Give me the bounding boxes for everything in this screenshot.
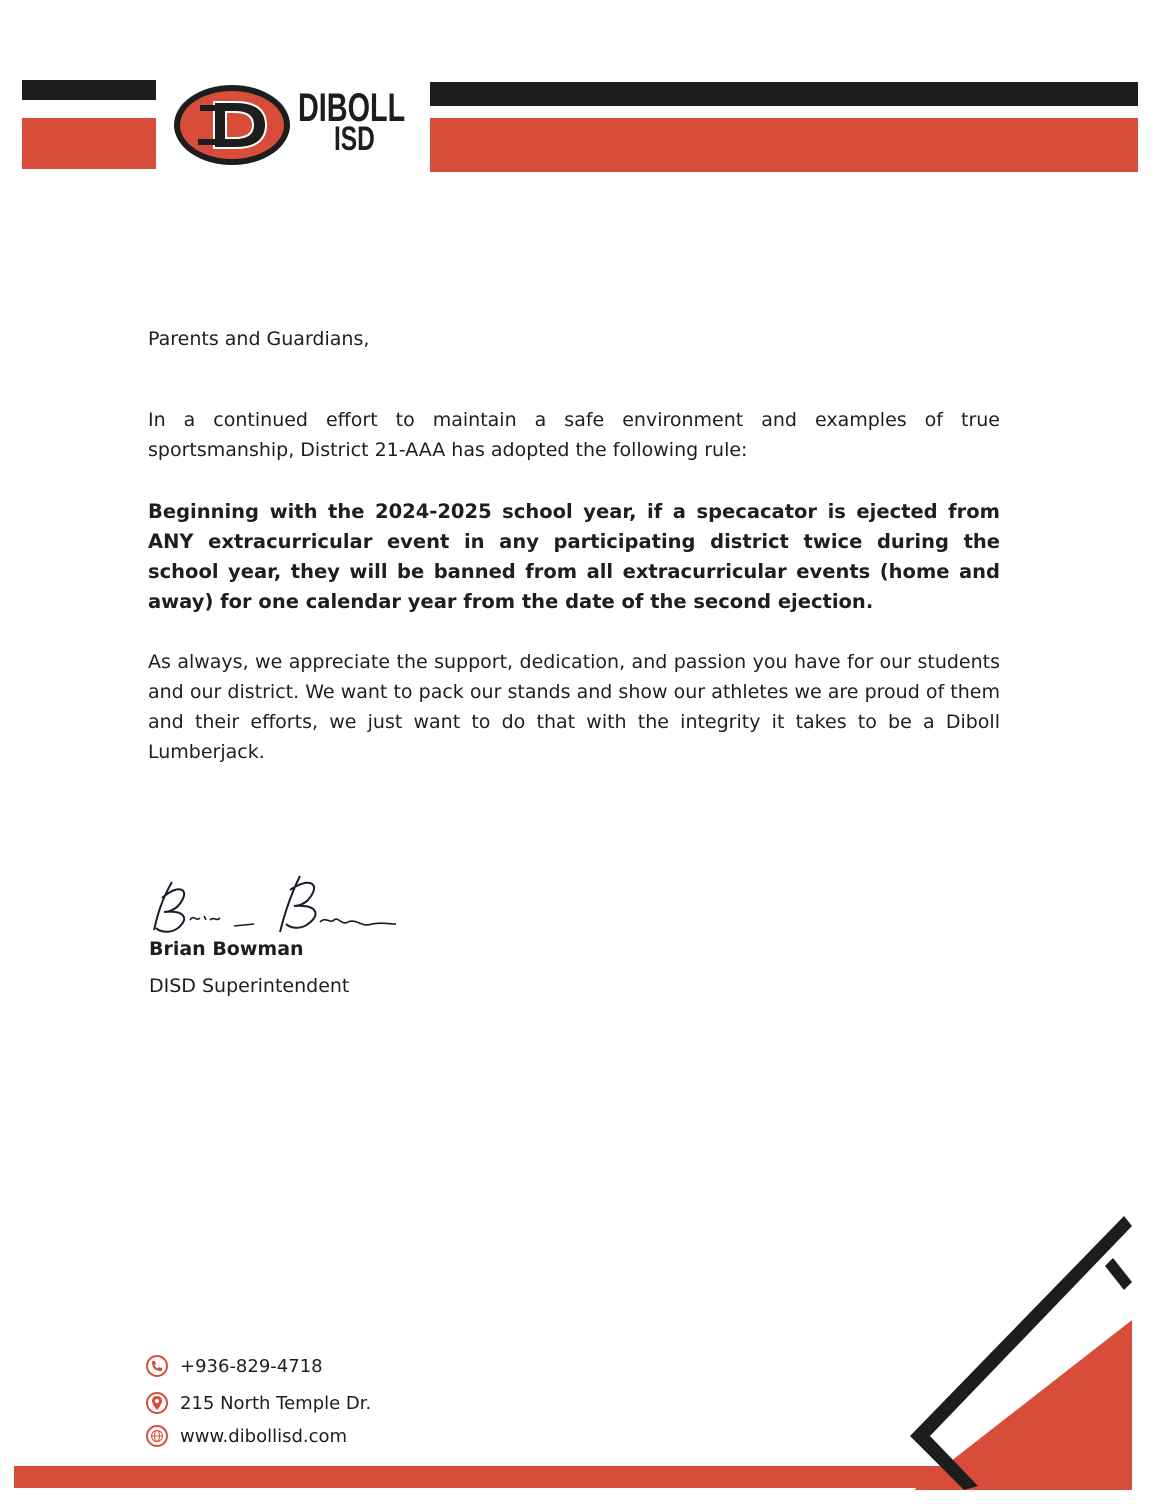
logo-d-emblem: [170, 82, 294, 168]
header-right-red-bar: [430, 118, 1138, 172]
intro-paragraph: In a continued effort to maintain a safe environment and examples of true sportsmanship, District 21-AAA has adopted the following rule:: [148, 409, 1000, 461]
signatory-name: Brian Bowman: [149, 938, 304, 960]
signatory-title: DISD Superintendent: [149, 975, 350, 997]
contact-website: [146, 1423, 347, 1449]
website-url: www.dibollisd.com: [180, 1425, 348, 1447]
rule-paragraph: Beginning with the 2024-2025 school year, if a specacator is ejected from ANY extracurricular event in any participating district twice during the school year, they will be banned from all extracurricular events (home and away) for one calendar year from the date of the second ejection.: [148, 500, 1000, 613]
logo-subtitle: ISD: [334, 120, 375, 158]
globe-icon: [146, 1425, 168, 1447]
footer-red-bar: [14, 1466, 944, 1488]
contact-phone: [146, 1353, 323, 1379]
street-address: 215 North Temple Dr.: [180, 1392, 372, 1414]
salutation: Parents and Guardians,: [148, 328, 370, 350]
header-right-black-bar: [430, 82, 1138, 106]
header-left-red-bar: [22, 118, 156, 169]
logo-title: DIBOLL: [298, 86, 406, 130]
header-left-black-bar: [22, 80, 156, 100]
closing-paragraph: As always, we appreciate the support, dedication, and passion you have for our students and our district. We want to pack our stands and show our athletes we are proud of them and their efforts, we just want to do that with the integrity it takes to be a Diboll Lumberjack.: [148, 651, 1000, 763]
signature-image: [150, 872, 400, 942]
phone-number: +936-829-4718: [180, 1355, 323, 1377]
contact-address: [146, 1390, 371, 1416]
district-logo: [170, 82, 294, 168]
footer-corner-graphic: [900, 1210, 1159, 1500]
phone-icon: [146, 1355, 168, 1377]
location-pin-icon: [146, 1392, 168, 1414]
